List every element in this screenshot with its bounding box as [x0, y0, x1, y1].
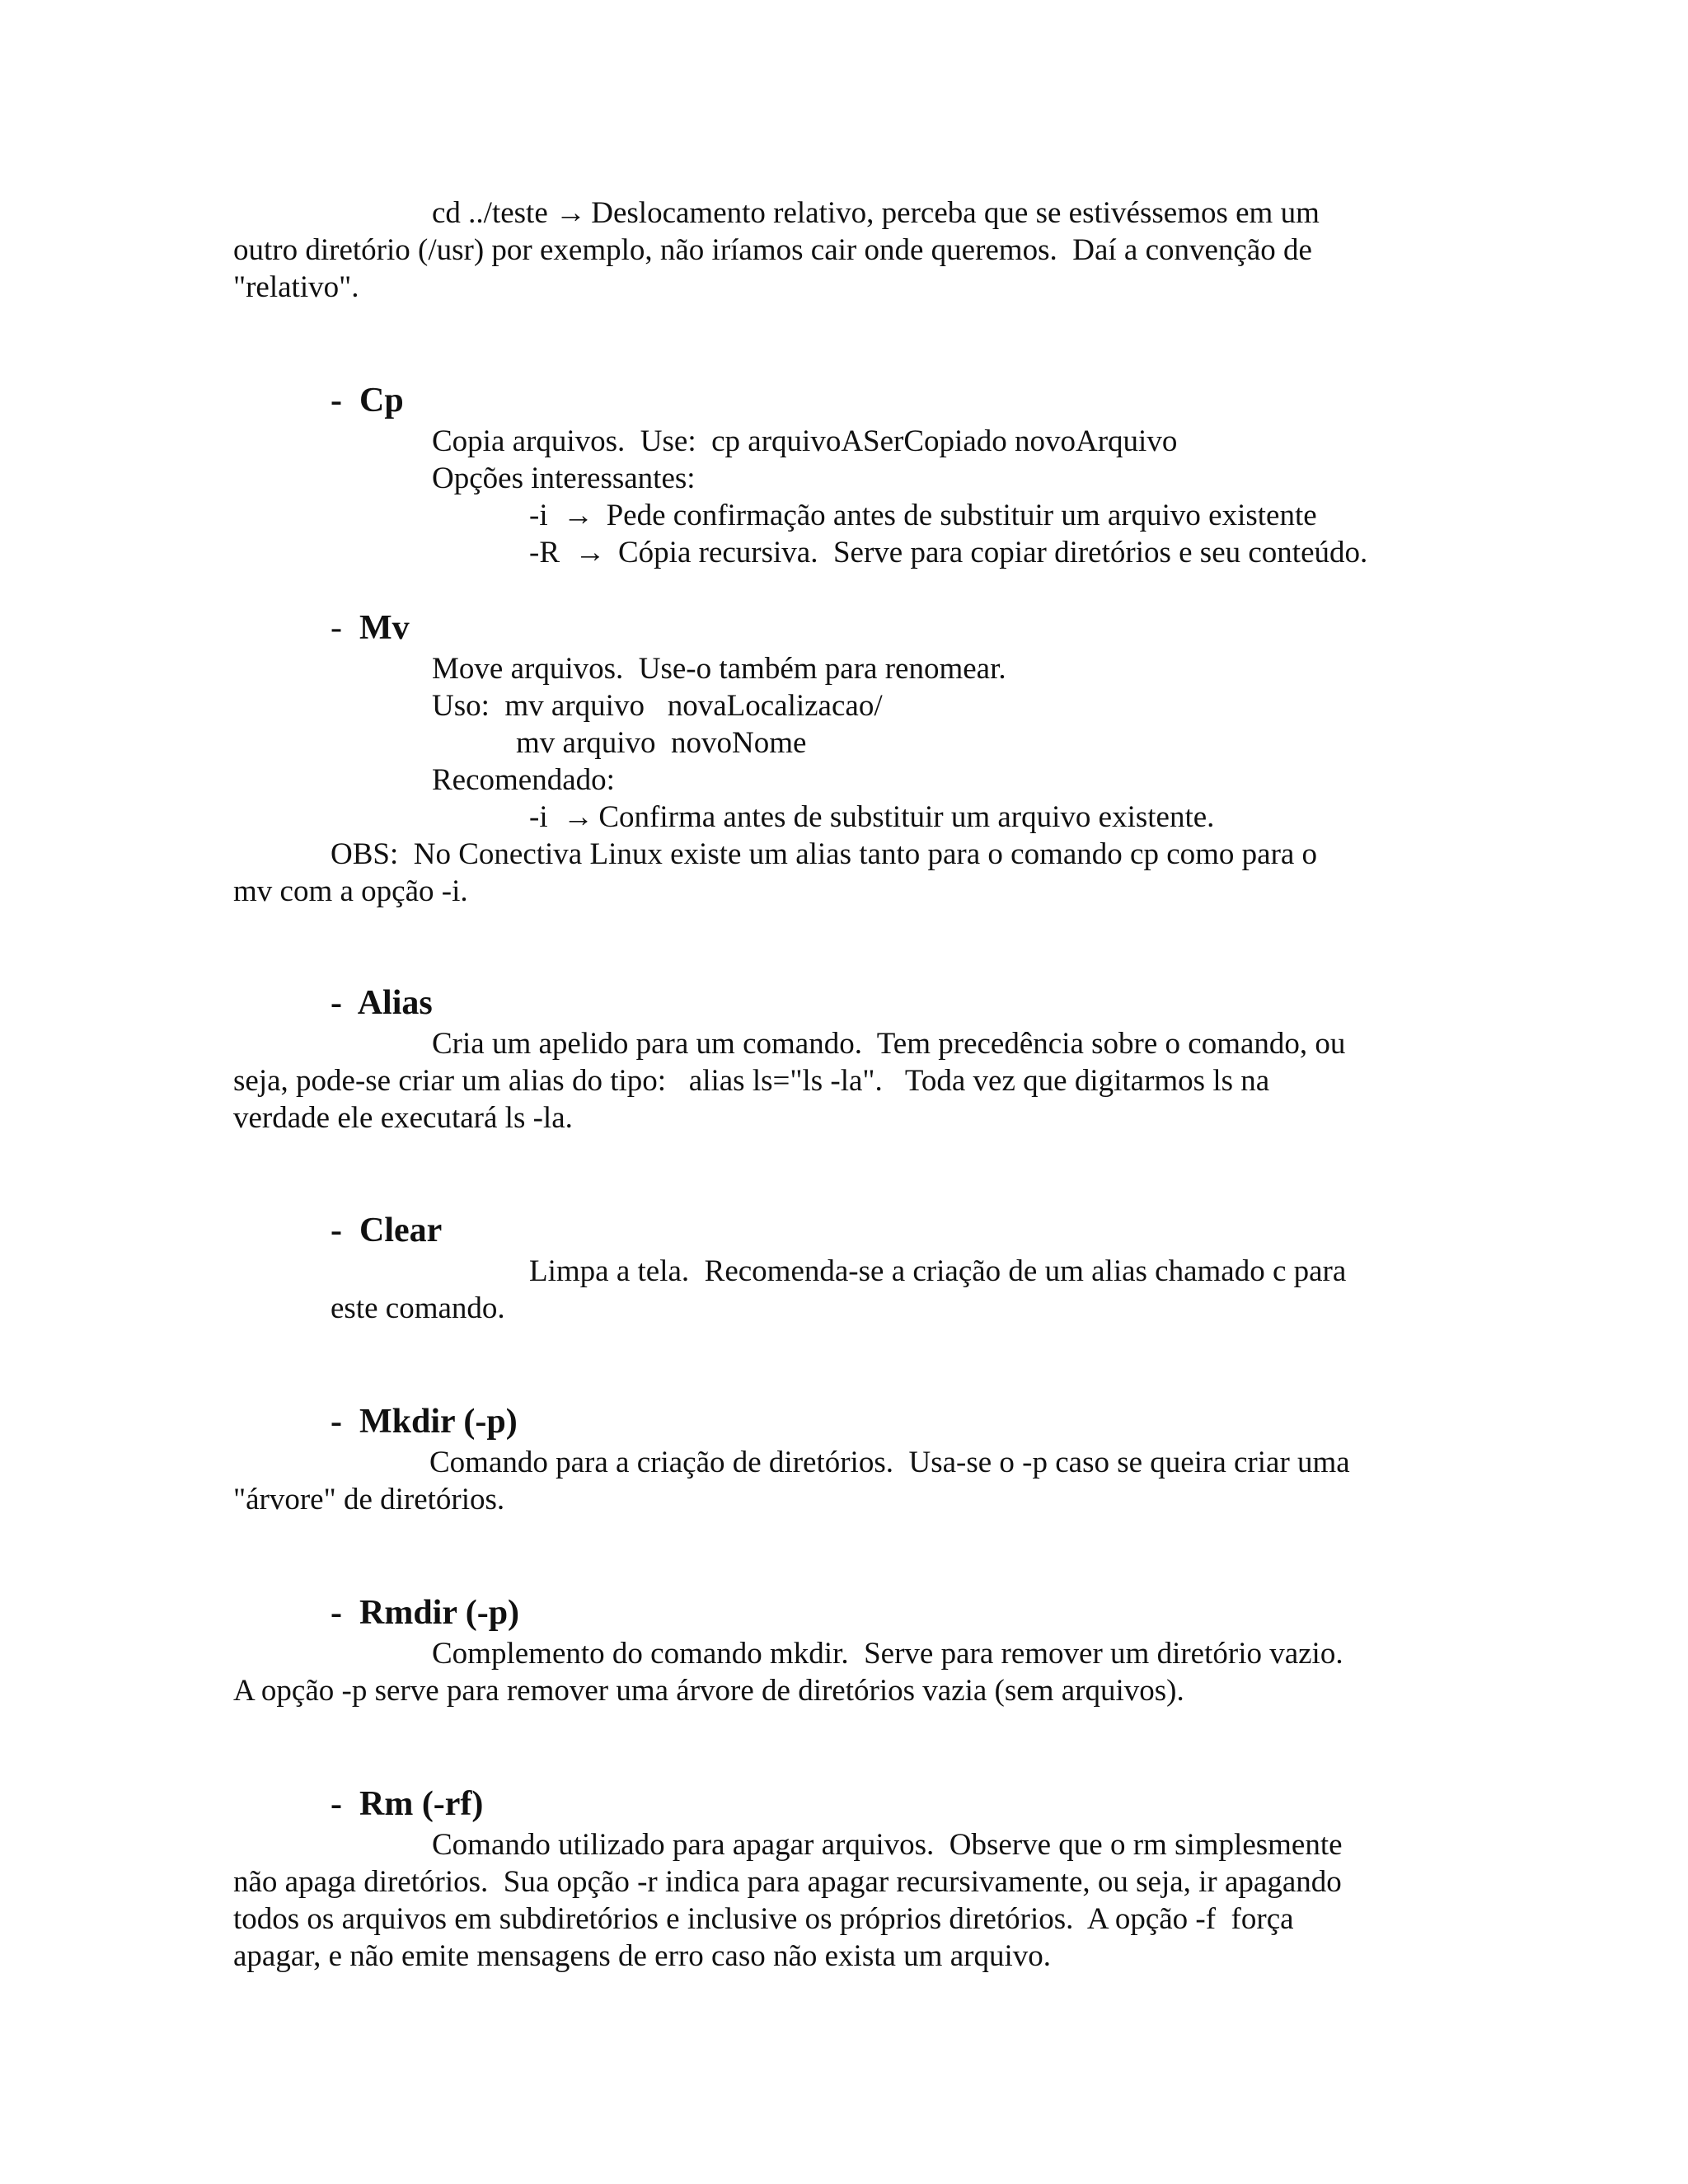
option-description: Pede confirmação antes de substituir um arquivo existente	[606, 499, 1317, 532]
clear-line-1: Limpa a tela. Recomenda-se a criação de um alias chamado c para	[529, 1254, 1347, 1288]
cp-line-1: Copia arquivos. Use: cp arquivoASerCopiado novoArquivo	[432, 424, 1178, 458]
option-flag: -i	[529, 499, 548, 532]
rm-line-3: todos os arquivos em subdiretórios e inclusive os próprios diretórios. A opção -f força	[233, 1902, 1294, 1936]
cd-description: Deslocamento relativo, perceba que se estivéssemos em um	[591, 196, 1320, 230]
alias-line-1: Cria um apelido para um comando. Tem precedência sobre o comando, ou	[432, 1027, 1346, 1061]
mv-obs-line-1: OBS: No Conectiva Linux existe um alias tanto para o comando cp como para o	[331, 837, 1318, 871]
mv-obs-line-2: mv com a opção -i.	[233, 874, 468, 908]
bullet-dash: -	[331, 609, 342, 647]
right-arrow-icon: →	[574, 536, 606, 569]
option-description: Confirma antes de substituir um arquivo existente.	[598, 800, 1215, 834]
right-arrow-icon: →	[563, 499, 594, 532]
clear-heading	[331, 1210, 442, 1251]
mkdir-heading	[331, 1401, 518, 1442]
bullet-dash: -	[331, 1212, 342, 1249]
bullet-dash: -	[331, 984, 342, 1022]
mv-line-3: mv arquivo novoNome	[516, 726, 807, 760]
mkdir-line-1: Comando para a criação de diretórios. Usa-se o -p caso se queira criar uma	[429, 1446, 1350, 1479]
cp-title: Cp	[359, 382, 404, 419]
mv-title: Mv	[359, 609, 410, 647]
rm-heading	[331, 1783, 483, 1825]
bullet-dash: -	[331, 1403, 342, 1441]
cd-line-2: outro diretório (/usr) por exemplo, não iríamos cair onde queremos. Daí a convenção de	[233, 233, 1312, 267]
rmdir-line-2: A opção -p serve para remover uma árvore de diretórios vazia (sem arquivos).	[233, 1674, 1184, 1708]
alias-heading	[331, 982, 433, 1024]
rm-line-4: apagar, e não emite mensagens de erro caso não exista um arquivo.	[233, 1939, 1051, 1973]
rm-line-1: Comando utilizado para apagar arquivos. Observe que o rm simplesmente	[432, 1828, 1343, 1862]
right-arrow-icon: →	[556, 196, 587, 230]
rm-line-2: não apaga diretórios. Sua opção -r indica para apagar recursivamente, ou seja, ir apagando	[233, 1865, 1342, 1899]
cp-option-r	[529, 534, 1367, 571]
option-flag: -R	[529, 536, 560, 569]
rm-title: Rm (-rf)	[359, 1785, 484, 1823]
option-flag: -i	[529, 800, 548, 834]
rmdir-line-1: Complemento do comando mkdir. Serve para remover um diretório vazio.	[432, 1637, 1343, 1671]
mkdir-title: Mkdir (-p)	[359, 1403, 518, 1441]
clear-line-2: este comando.	[331, 1291, 505, 1325]
cp-option-i	[529, 497, 1317, 534]
bullet-dash: -	[331, 1785, 342, 1823]
bullet-dash: -	[331, 382, 342, 419]
alias-title: Alias	[357, 984, 433, 1022]
rmdir-heading	[331, 1592, 519, 1633]
mv-line-4: Recomendado:	[432, 763, 615, 797]
cd-line-1	[432, 194, 1320, 232]
mv-option-i	[529, 799, 1214, 836]
rmdir-title: Rmdir (-p)	[359, 1594, 520, 1632]
cd-command: cd ../teste	[432, 196, 548, 230]
alias-line-2: seja, pode-se criar um alias do tipo: alias ls="ls -la". Toda vez que digitarmos ls na	[233, 1064, 1270, 1098]
right-arrow-icon: →	[563, 800, 594, 834]
cp-heading	[331, 380, 404, 421]
cp-line-2: Opções interessantes:	[432, 462, 696, 495]
alias-line-3: verdade ele executará ls -la.	[233, 1101, 573, 1135]
bullet-dash: -	[331, 1594, 342, 1632]
mv-heading	[331, 607, 410, 649]
option-description: Cópia recursiva. Serve para copiar diretórios e seu conteúdo.	[618, 536, 1368, 569]
mv-line-1: Move arquivos. Use-o também para renomear.	[432, 652, 1006, 686]
mkdir-line-2: "árvore" de diretórios.	[233, 1483, 505, 1516]
cd-line-3: "relativo".	[233, 270, 359, 304]
clear-title: Clear	[359, 1212, 443, 1249]
mv-line-2: Uso: mv arquivo novaLocalizacao/	[432, 689, 883, 723]
